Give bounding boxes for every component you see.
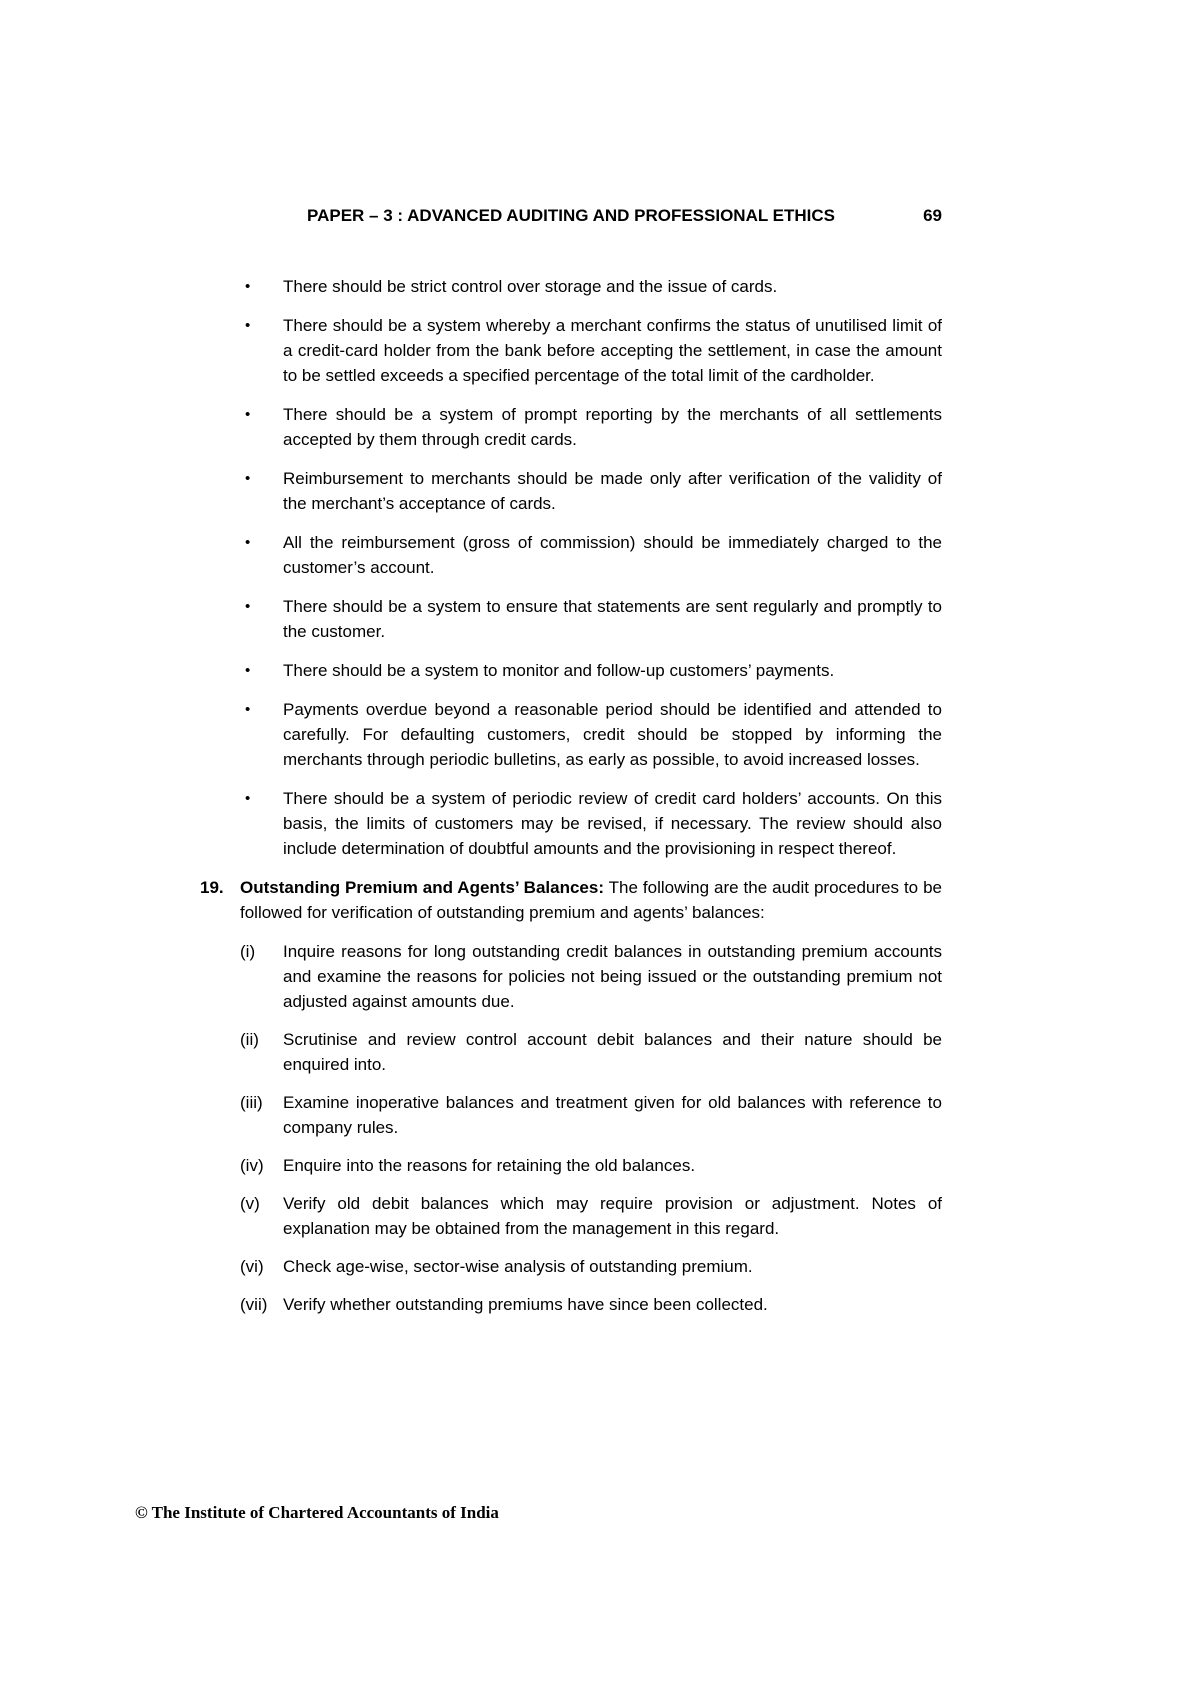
bullet-icon: • [245, 534, 251, 551]
sub-item-marker: (iii) [240, 1093, 263, 1112]
bullet-icon: • [245, 470, 251, 487]
bullet-icon: • [245, 598, 251, 615]
list-item [200, 594, 942, 644]
bullet-icon: • [245, 317, 251, 334]
bullet-icon: • [245, 790, 251, 807]
bullet-text: There should be a system to monitor and follow-up customers’ payments. [283, 661, 835, 680]
bullet-text: Reimbursement to merchants should be made only after verification of the validity of the merchant’s acceptance of cards. [283, 469, 942, 513]
page-header [200, 203, 942, 228]
sub-item-marker: (ii) [240, 1030, 259, 1049]
sub-item-marker: (vii) [240, 1295, 268, 1314]
list-item [200, 1191, 942, 1241]
bullet-text: There should be a system of periodic review of credit card holders’ accounts. On this basis, the limits of customers may be revised, if necessary. The review should also include determination of doubtful amounts and the provisioning in respect thereof. [283, 789, 942, 858]
list-item [200, 1153, 942, 1178]
item-heading: Outstanding Premium and Agents’ Balances: [240, 878, 604, 897]
item-intro-text: The following are the audit procedures to be followed for verification of outstanding premium and agents’ balances: [240, 878, 942, 922]
numbered-item-19 [200, 875, 942, 925]
bullet-icon: • [245, 662, 251, 679]
bullet-text: Payments overdue beyond a reasonable period should be identified and attended to carefully. For defaulting customers, credit should be stopped by informing the merchants through periodic bulletins, as early as possible, to avoid increased losses. [283, 700, 942, 769]
list-item [200, 786, 942, 861]
page-content [200, 203, 942, 1330]
sub-item-text: Check age-wise, sector-wise analysis of outstanding premium. [283, 1257, 753, 1276]
list-item [200, 402, 942, 452]
sub-item-marker: (vi) [240, 1257, 264, 1276]
list-item [200, 1027, 942, 1077]
sub-item-marker: (i) [240, 942, 256, 961]
list-item [200, 530, 942, 580]
bullet-icon: • [245, 701, 251, 718]
list-item [200, 1090, 942, 1140]
list-item [200, 1254, 942, 1279]
sub-item-text: Verify whether outstanding premiums have since been collected. [283, 1295, 768, 1314]
bullet-icon: • [245, 278, 251, 295]
bullet-icon: • [245, 406, 251, 423]
sub-item-text: Enquire into the reasons for retaining the old balances. [283, 1156, 696, 1175]
item-number: 19. [200, 878, 224, 897]
page-number: 69 [923, 206, 942, 225]
list-item [200, 274, 942, 299]
list-item [200, 1292, 942, 1317]
sub-item-marker: (iv) [240, 1156, 264, 1175]
list-item [200, 466, 942, 516]
sub-item-text: Scrutinise and review control account debit balances and their nature should be enquired into. [283, 1030, 942, 1074]
sub-item-text: Inquire reasons for long outstanding credit balances in outstanding premium accounts and examine the reasons for policies not being issued or the outstanding premium not adjusted against amounts due. [283, 942, 942, 1011]
list-item [200, 939, 942, 1014]
list-item [200, 697, 942, 772]
bullet-text: There should be strict control over storage and the issue of cards. [283, 277, 778, 296]
list-item [200, 658, 942, 683]
bullet-text: There should be a system of prompt reporting by the merchants of all settlements accepted by them through credit cards. [283, 405, 942, 449]
sub-item-text: Examine inoperative balances and treatment given for old balances with reference to company rules. [283, 1093, 942, 1137]
page-title: PAPER – 3 : ADVANCED AUDITING AND PROFESSIONAL ETHICS [307, 206, 835, 225]
bullet-list [200, 274, 942, 861]
sub-item-text: Verify old debit balances which may require provision or adjustment. Notes of explanation may be obtained from the management in this regard. [283, 1194, 942, 1238]
bullet-text: All the reimbursement (gross of commission) should be immediately charged to the customer’s account. [283, 533, 942, 577]
bullet-text: There should be a system whereby a merchant confirms the status of unutilised limit of a credit-card holder from the bank before accepting the settlement, in case the amount to be settled exceeds a specified percentage of the total limit of the cardholder. [283, 316, 942, 385]
bullet-text: There should be a system to ensure that statements are sent regularly and promptly to the customer. [283, 597, 942, 641]
sub-item-marker: (v) [240, 1194, 260, 1213]
roman-sub-list [200, 939, 942, 1317]
footer-copyright: © The Institute of Chartered Accountants of India [135, 1503, 499, 1522]
list-item [200, 313, 942, 388]
